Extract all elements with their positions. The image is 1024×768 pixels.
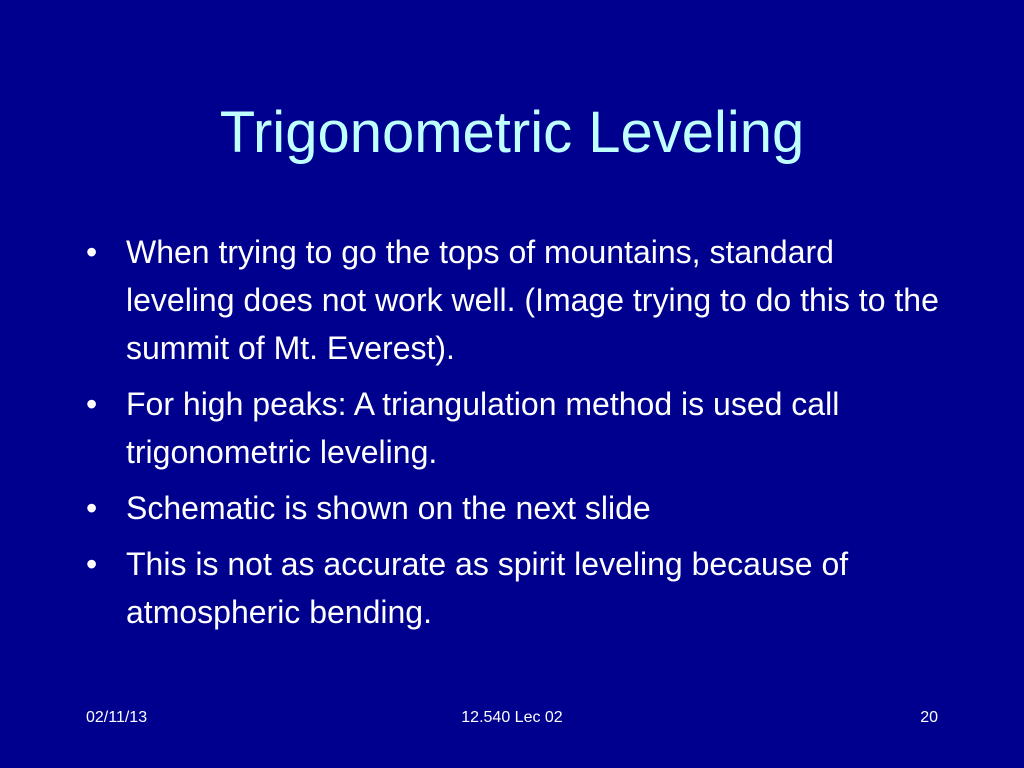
bullet-text: Schematic is shown on the next slide	[126, 490, 651, 526]
bullet-text: For high peaks: A triangulation method is used call trigonometric leveling.	[126, 386, 840, 470]
bullet-list	[86, 228, 946, 644]
bullet-dot-icon: •	[86, 490, 98, 526]
bullet-item	[86, 228, 946, 372]
bullet-text: This is not as accurate as spirit leveling because of atmospheric bending.	[126, 546, 849, 630]
bullet-item	[86, 484, 946, 532]
slide-title: Trigonometric Leveling	[219, 100, 805, 165]
bullet-item	[86, 380, 946, 476]
bullet-item	[86, 540, 946, 636]
footer-date: 02/11/13	[86, 709, 148, 726]
bullet-dot-icon: •	[86, 546, 98, 582]
bullet-dot-icon: •	[86, 234, 98, 270]
footer-course: 12.540 Lec 02	[461, 709, 563, 726]
footer-page-number: 20	[920, 709, 938, 726]
bullet-text: When trying to go the tops of mountains, standard leveling does not work well. (Image trying to do this to the summit of Mt. Everest).	[126, 234, 939, 366]
bullet-dot-icon: •	[86, 386, 98, 422]
